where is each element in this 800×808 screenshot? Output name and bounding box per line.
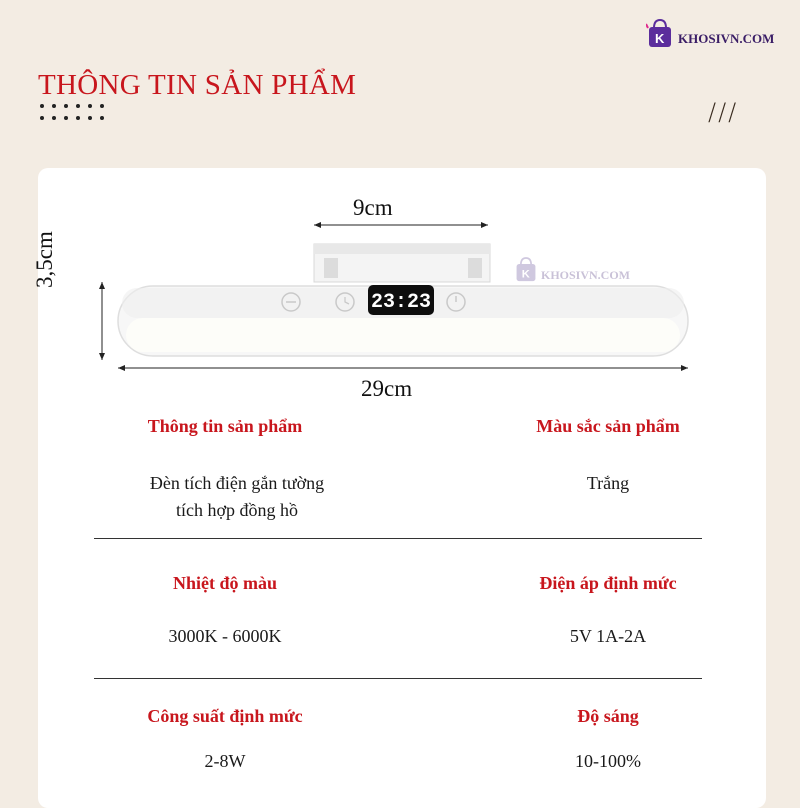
row-divider (94, 538, 702, 539)
spec-value-voltage: 5V 1A-2A (569, 626, 647, 646)
svg-text:K: K (521, 268, 530, 281)
spec-value-line: tích hợp đồng hồ (175, 500, 298, 520)
brand-name: KHOSIVN.COM (678, 31, 775, 46)
shopping-bag-watermark-icon (514, 256, 538, 284)
dimension-width-label: 9cm (353, 195, 393, 220)
svg-text:K: K (655, 31, 665, 46)
spec-label-color-temperature: Nhiệt độ màu (172, 573, 277, 593)
clock-display-text: 23:23 (370, 291, 432, 314)
dimension-height-label: 3,5cm (32, 231, 57, 288)
mount-bracket (314, 244, 490, 282)
decorative-slashes: /// (708, 98, 739, 126)
decorative-dots (40, 104, 106, 120)
product-drawing (38, 168, 766, 408)
spec-value-power: 2-8W (204, 751, 246, 771)
page-title: THÔNG TIN SẢN PHẨM (38, 69, 357, 102)
watermark (514, 256, 630, 284)
spec-value-line: Đèn tích điện gắn tường (149, 473, 325, 493)
row-divider (94, 678, 702, 679)
spec-value-product-info (92, 470, 382, 524)
spec-label-color: Màu sắc sản phẩm (536, 416, 680, 436)
product-info-card (32, 168, 766, 808)
watermark-text: KHOSIVN.COM (541, 267, 631, 282)
spec-value-brightness: 10-100% (575, 751, 641, 771)
spec-label-power: Công suất định mức (147, 706, 303, 726)
shopping-bag-logo-icon (646, 18, 674, 50)
spec-label-voltage: Điện áp định mức (539, 573, 677, 593)
spec-label-product-info: Thông tin sản phẩm (147, 416, 303, 436)
brand-logo (646, 18, 774, 50)
spec-label-brightness: Độ sáng (577, 706, 639, 726)
spec-value-color-temperature: 3000K - 6000K (168, 626, 282, 646)
spec-value-color: Trắng (586, 473, 630, 493)
dimension-length-label: 29cm (361, 376, 413, 401)
product-image (32, 168, 766, 408)
